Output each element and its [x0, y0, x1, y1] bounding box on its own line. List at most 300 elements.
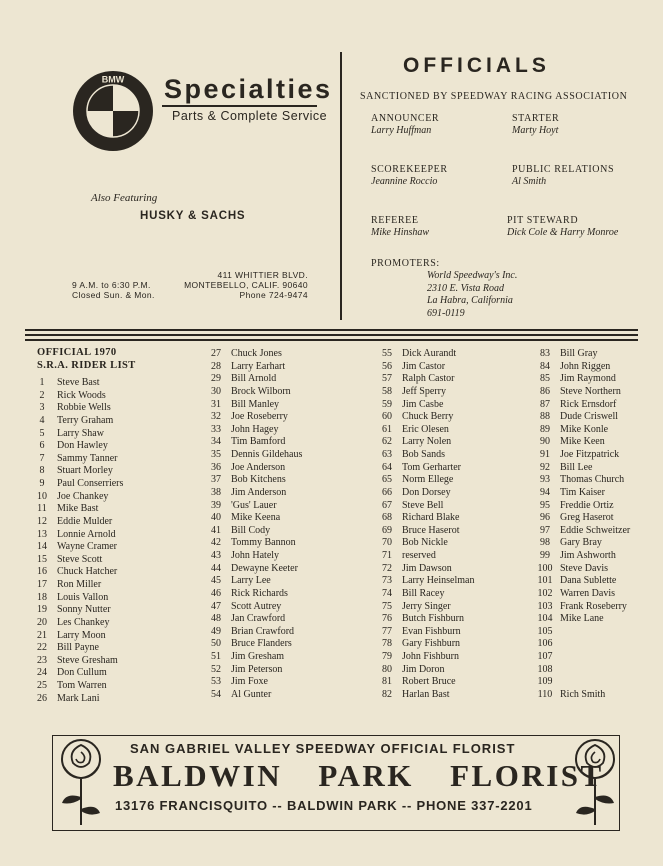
rider-row: [534, 575, 630, 588]
rider-name: Stuart Morley: [57, 465, 113, 477]
rider-name: Steve Davis: [560, 562, 609, 574]
rider-row: [534, 651, 630, 664]
rider-number: 29: [211, 373, 221, 385]
rider-column-3: [376, 348, 474, 702]
rider-name: Jim Castor: [402, 360, 446, 372]
rider-number: 10: [37, 490, 47, 502]
rider-row: [31, 604, 123, 617]
rider-row: [31, 428, 123, 441]
rider-name: Eddie Mulder: [57, 515, 113, 527]
rider-row: [31, 642, 123, 655]
rider-name: Eric Olesen: [402, 423, 449, 435]
rider-number: 87: [540, 398, 550, 410]
rider-row: [31, 554, 123, 567]
rider-row: [376, 550, 474, 563]
rider-row: [31, 592, 123, 605]
florist-name: BALDWIN PARK FLORIST: [113, 758, 604, 793]
rider-name: Robert Bruce: [402, 676, 456, 688]
rider-name: Chuck Hatcher: [57, 566, 118, 578]
hours-block: [72, 280, 155, 300]
rider-number: 44: [211, 562, 221, 574]
rider-row: [534, 613, 630, 626]
announcer-label: ANNOUNCER: [371, 113, 440, 124]
rider-name: Bill Cody: [231, 524, 271, 536]
rider-number: 58: [382, 385, 392, 397]
rider-name: Jim Ashworth: [560, 550, 616, 561]
rider-name: Larry Heinselman: [402, 575, 475, 587]
rider-row: [376, 664, 474, 677]
rider-number: 96: [540, 512, 550, 524]
rider-number: 94: [540, 486, 550, 498]
starter-name: Marty Hoyt: [512, 125, 559, 136]
rider-name: Larry Shaw: [57, 427, 104, 439]
rider-number: 11: [37, 503, 47, 515]
rider-number: 6: [39, 440, 45, 452]
rider-name: Dewayne Keeter: [231, 562, 298, 574]
rider-number: 25: [37, 680, 47, 691]
rider-number: 34: [211, 436, 221, 448]
rider-row: [205, 487, 302, 500]
vertical-divider: [340, 52, 342, 320]
pit-steward-label: PIT STEWARD: [507, 215, 579, 226]
rider-number: 2: [39, 389, 45, 401]
rider-row: [31, 667, 123, 680]
promoters-block: [427, 270, 517, 320]
rider-name: Tommy Bannon: [231, 537, 296, 549]
rider-number: 108: [537, 663, 553, 675]
rider-name: Mike Lane: [560, 613, 604, 625]
brands-line: HUSKY & SACHS: [140, 210, 246, 222]
rider-number: 74: [382, 587, 392, 599]
rider-row: [31, 377, 123, 390]
officials-title: OFFICIALS: [403, 54, 550, 77]
rider-row: [534, 638, 630, 651]
rider-number: 3: [39, 402, 45, 414]
rider-name: Bruce Haserot: [402, 524, 460, 536]
rider-name: Rick Woods: [57, 389, 106, 401]
rider-number: 91: [540, 449, 550, 460]
specialties-subtitle: Parts & Complete Service: [172, 109, 328, 123]
rider-row: [376, 575, 474, 588]
sanction-line: SANCTIONED BY SPEEDWAY RACING ASSOCIATION: [360, 91, 628, 102]
rider-row: [31, 529, 123, 542]
rider-name: Steve Bell: [402, 499, 444, 511]
rider-name: Frank Roseberry: [560, 600, 627, 612]
address-line: MONTEBELLO, CALIF. 90640: [184, 280, 308, 290]
rider-row: [205, 373, 302, 386]
rider-row: [534, 664, 630, 677]
rider-name: Ron Miller: [57, 579, 102, 590]
rider-row: [376, 348, 474, 361]
rider-number: 19: [37, 604, 47, 616]
rider-name: Dick Aurandt: [402, 348, 457, 359]
hours-line: 9 A.M. to 6:30 P.M.: [72, 280, 151, 290]
rider-name: Steve Bast: [57, 377, 100, 388]
scorekeeper-label: SCOREKEEPER: [371, 164, 448, 175]
rider-row: [205, 575, 302, 588]
rider-number: 83: [540, 348, 550, 359]
rider-name: Larry Moon: [57, 629, 106, 641]
rider-row: [534, 563, 630, 576]
rider-row: [534, 525, 630, 538]
rider-row: [31, 566, 123, 579]
rider-row: [31, 453, 123, 466]
rider-row: [31, 440, 123, 453]
hours-line: Closed Sun. & Mon.: [72, 290, 155, 300]
rider-row: [534, 626, 630, 639]
rider-row: [205, 361, 302, 374]
florist-top-line: SAN GABRIEL VALLEY SPEEDWAY OFFICIAL FLORIST: [130, 741, 516, 756]
rider-row: [205, 525, 302, 538]
rider-number: 64: [382, 461, 392, 473]
rider-name: Dennis Gildehaus: [231, 449, 303, 460]
rider-row: [376, 651, 474, 664]
rider-name: Dude Criswell: [560, 411, 619, 423]
rider-name: Bob Sands: [402, 449, 446, 460]
rider-row: [376, 474, 474, 487]
rider-row: [376, 487, 474, 500]
rider-row: [534, 436, 630, 449]
rider-number: 106: [537, 638, 553, 650]
rider-row: [376, 361, 474, 374]
rider-row: [376, 676, 474, 689]
rider-name: John Hagey: [231, 423, 279, 435]
rider-number: 101: [537, 575, 553, 587]
rider-number: 14: [37, 541, 47, 553]
rider-row: [205, 424, 302, 437]
separator-rule: [25, 329, 638, 331]
rider-number: 23: [37, 654, 47, 666]
rider-name: Greg Haserot: [560, 512, 614, 524]
rider-name: Tim Kaiser: [560, 486, 605, 498]
rider-name: Mike Bast: [57, 503, 99, 515]
rider-name: Rich Smith: [560, 688, 606, 700]
rider-row: [376, 386, 474, 399]
rider-row: [205, 638, 302, 651]
rider-row: [376, 563, 474, 576]
rider-number: 51: [211, 651, 221, 662]
rider-number: 102: [537, 587, 553, 599]
rider-name: Joe Fitzpatrick: [560, 449, 620, 460]
rider-name: Dana Sublette: [560, 575, 617, 587]
rider-number: 63: [382, 449, 392, 460]
rider-name: Scott Autrey: [231, 600, 282, 612]
rider-number: 72: [382, 562, 392, 574]
pit-steward-name: Dick Cole & Harry Monroe: [507, 227, 619, 238]
rider-name: Jerry Singer: [402, 600, 451, 612]
rider-row: [534, 411, 630, 424]
rider-number: 9: [39, 478, 45, 489]
rider-name: Jim Anderson: [231, 486, 287, 498]
rider-row: [205, 411, 302, 424]
rider-row: [376, 601, 474, 614]
rider-name: Joe Roseberry: [231, 411, 288, 423]
rider-name: Chuck Jones: [231, 348, 282, 359]
rider-name: Larry Nolen: [402, 436, 452, 448]
promoter-line: 691-0119: [427, 307, 465, 319]
rider-name: Joe Chankey: [57, 490, 109, 502]
rider-number: 56: [382, 360, 392, 372]
promoter-line: World Speedway's Inc.: [427, 270, 518, 281]
address-line: 411 WHITTIER BLVD.: [217, 270, 308, 280]
rider-number: 104: [537, 613, 553, 625]
rider-row: [205, 537, 302, 550]
rider-number: 1: [39, 377, 45, 388]
rider-row: [534, 500, 630, 513]
rider-row: [31, 415, 123, 428]
rider-number: 50: [211, 638, 221, 650]
rider-name: Jim Peterson: [231, 663, 283, 675]
rider-name: Don Hawley: [57, 440, 108, 452]
rider-number: 36: [211, 461, 221, 473]
rider-number: 49: [211, 625, 221, 637]
rider-name: Jim Foxe: [231, 676, 268, 688]
rider-name: Jim Casbe: [402, 398, 444, 410]
rider-number: 95: [540, 499, 550, 511]
rider-number: 73: [382, 575, 392, 587]
rider-name: Robbie Wells: [57, 402, 111, 414]
rider-name: John Hately: [231, 550, 280, 561]
rider-number: 41: [211, 524, 221, 536]
rider-row: [205, 664, 302, 677]
rider-row: [534, 487, 630, 500]
rider-number: 52: [211, 663, 221, 675]
promoter-line: La Habra, California: [427, 295, 513, 307]
rider-row: [376, 613, 474, 626]
rider-row: [534, 373, 630, 386]
rider-name: Steve Scott: [57, 553, 103, 565]
specialties-rule: [162, 105, 317, 107]
separator-rule: [25, 339, 638, 341]
rider-row: [31, 465, 123, 478]
rider-number: 59: [382, 398, 392, 410]
rider-row: [376, 689, 474, 702]
rider-number: 89: [540, 423, 550, 435]
rider-number: 27: [211, 348, 221, 359]
promoters-label: PROMOTERS:: [371, 258, 440, 269]
rider-row: [534, 588, 630, 601]
rider-row: [205, 449, 302, 462]
rider-number: 105: [537, 625, 553, 637]
rider-number: 45: [211, 575, 221, 587]
rider-number: 4: [39, 414, 45, 426]
specialties-title: Specialties: [164, 74, 333, 104]
rider-number: 13: [37, 528, 47, 540]
rider-row: [31, 503, 123, 516]
bmw-logo: [72, 70, 154, 152]
rider-row: [376, 449, 474, 462]
rider-number: 79: [382, 651, 392, 662]
rider-number: 62: [382, 436, 392, 448]
rider-number: 61: [382, 423, 392, 435]
rider-number: 84: [540, 360, 550, 372]
rider-name: Freddie Ortiz: [560, 499, 614, 511]
rider-name: Terry Graham: [57, 414, 114, 426]
rider-row: [534, 361, 630, 374]
rider-name: Larry Lee: [231, 575, 271, 587]
rider-number: 55: [382, 348, 392, 359]
rider-name: Mike Keena: [231, 512, 281, 524]
rider-number: 35: [211, 449, 221, 460]
rider-number: 24: [37, 667, 47, 679]
rider-column-4: [534, 348, 630, 702]
rider-number: 57: [382, 373, 392, 385]
rider-number: 71: [382, 550, 392, 561]
rider-number: 99: [540, 550, 550, 561]
rider-number: 75: [382, 600, 392, 612]
rider-number: 38: [211, 486, 221, 498]
rider-number: 78: [382, 638, 392, 650]
rider-row: [205, 676, 302, 689]
rose-icon: [56, 737, 106, 827]
rider-name: Jeff Sperry: [402, 385, 446, 397]
rider-number: 43: [211, 550, 221, 561]
rider-number: 20: [37, 616, 47, 628]
rider-name: Tim Bamford: [231, 436, 286, 448]
rider-name: Jim Raymond: [560, 373, 616, 385]
rider-row: [534, 601, 630, 614]
bmw-logo-text: BMW: [101, 74, 125, 85]
rider-number: 103: [537, 600, 553, 612]
rider-name: Steve Gresham: [57, 654, 118, 666]
rider-number: 67: [382, 499, 392, 511]
scorekeeper-name: Jeannine Roccio: [371, 176, 438, 187]
rider-name: Bill Manley: [231, 398, 280, 410]
rider-name: Sonny Nutter: [57, 604, 111, 616]
rider-number: 54: [211, 688, 221, 700]
rider-number: 33: [211, 423, 221, 435]
rider-name: Gary Bray: [560, 537, 602, 549]
separator-rule: [25, 334, 638, 336]
rider-number: 107: [537, 651, 553, 662]
rider-number: 66: [382, 486, 392, 498]
rider-row: [205, 399, 302, 412]
rider-row: [31, 579, 123, 592]
rider-name: Rick Ernsdorf: [560, 398, 617, 410]
rider-row: [31, 693, 123, 706]
rider-name: Bruce Flanders: [231, 638, 292, 650]
rider-row: [534, 550, 630, 563]
rider-name: Brian Crawford: [231, 625, 295, 637]
rider-number: 8: [39, 465, 45, 477]
rider-number: 15: [37, 553, 47, 565]
rider-row: [205, 613, 302, 626]
rider-name: Mark Lani: [57, 692, 100, 704]
rider-list-heading: [37, 347, 136, 372]
rider-row: [376, 373, 474, 386]
rider-number: 22: [37, 642, 47, 654]
rider-number: 60: [382, 411, 392, 423]
announcer-name: Larry Huffman: [371, 125, 432, 136]
rider-number: 17: [37, 579, 47, 590]
rider-number: 85: [540, 373, 550, 385]
rider-number: 42: [211, 537, 221, 549]
rider-row: [534, 348, 630, 361]
rider-name: Joe Anderson: [231, 461, 286, 473]
rider-name: Bob Kitchens: [231, 474, 286, 486]
rider-name: Jan Crawford: [231, 613, 286, 625]
rider-row: [205, 626, 302, 639]
rider-row: [31, 680, 123, 693]
rider-name: Butch Fishburn: [402, 613, 464, 625]
rider-name: Larry Earhart: [231, 360, 286, 372]
florist-address-line: 13176 FRANCISQUITO -- BALDWIN PARK -- PHONE 337-2201: [115, 798, 533, 813]
rider-number: 98: [540, 537, 550, 549]
rider-row: [31, 617, 123, 630]
rider-number: 40: [211, 512, 221, 524]
rider-name: Evan Fishburn: [402, 625, 461, 637]
rider-number: 93: [540, 474, 550, 486]
rider-number: 21: [37, 629, 47, 641]
rider-name: John Fishburn: [402, 651, 459, 662]
rider-number: 30: [211, 385, 221, 397]
rider-row: [534, 512, 630, 525]
rider-name: John Riggen: [560, 360, 611, 372]
rider-row: [205, 588, 302, 601]
rider-row: [31, 390, 123, 403]
rider-name: Warren Davis: [560, 587, 616, 599]
rider-row: [376, 399, 474, 412]
rider-number: 69: [382, 524, 392, 536]
rider-row: [376, 424, 474, 437]
rider-name: Mike Konle: [560, 423, 609, 435]
rider-name: Norm Ellege: [402, 474, 454, 486]
rider-row: [205, 651, 302, 664]
rider-row: [31, 516, 123, 529]
rider-name: Paul Conserriers: [57, 478, 124, 489]
rider-name: Brock Wilborn: [231, 385, 291, 397]
rider-number: 76: [382, 613, 392, 625]
rider-row: [534, 386, 630, 399]
rider-row: [205, 601, 302, 614]
rider-name: Jim Doron: [402, 663, 445, 675]
rider-row: [31, 402, 123, 415]
rider-name: Louis Vallon: [57, 591, 109, 603]
rider-number: 100: [537, 562, 553, 574]
rider-name: Bill Arnold: [231, 373, 277, 385]
rider-row: [31, 491, 123, 504]
rider-row: [534, 449, 630, 462]
rider-row: [376, 512, 474, 525]
rider-list-title: OFFICIAL 1970: [37, 347, 117, 358]
rider-row: [376, 588, 474, 601]
rider-row: [534, 676, 630, 689]
rider-number: 90: [540, 436, 550, 448]
rider-row: [205, 500, 302, 513]
rider-row: [376, 537, 474, 550]
rider-name: reserved: [402, 550, 436, 561]
rider-name: Rick Richards: [231, 587, 288, 599]
rider-number: 68: [382, 512, 392, 524]
rider-name: Eddie Schweitzer: [560, 524, 631, 536]
rider-name: Tom Gerharter: [402, 461, 461, 473]
rider-number: 7: [39, 452, 45, 464]
rider-number: 88: [540, 411, 550, 423]
rider-column-2: [205, 348, 302, 702]
rider-row: [376, 638, 474, 651]
referee-name: Mike Hinshaw: [371, 227, 430, 238]
rider-number: 82: [382, 688, 392, 700]
rider-row: [376, 436, 474, 449]
rider-row: [205, 474, 302, 487]
rider-name: Bill Lee: [560, 461, 593, 473]
rider-row: [376, 411, 474, 424]
rider-name: Chuck Berry: [402, 411, 454, 423]
rider-number: 86: [540, 385, 550, 397]
rider-name: Steve Northern: [560, 385, 621, 397]
rider-number: 109: [537, 676, 553, 688]
rider-name: Harlan Bast: [402, 688, 450, 700]
